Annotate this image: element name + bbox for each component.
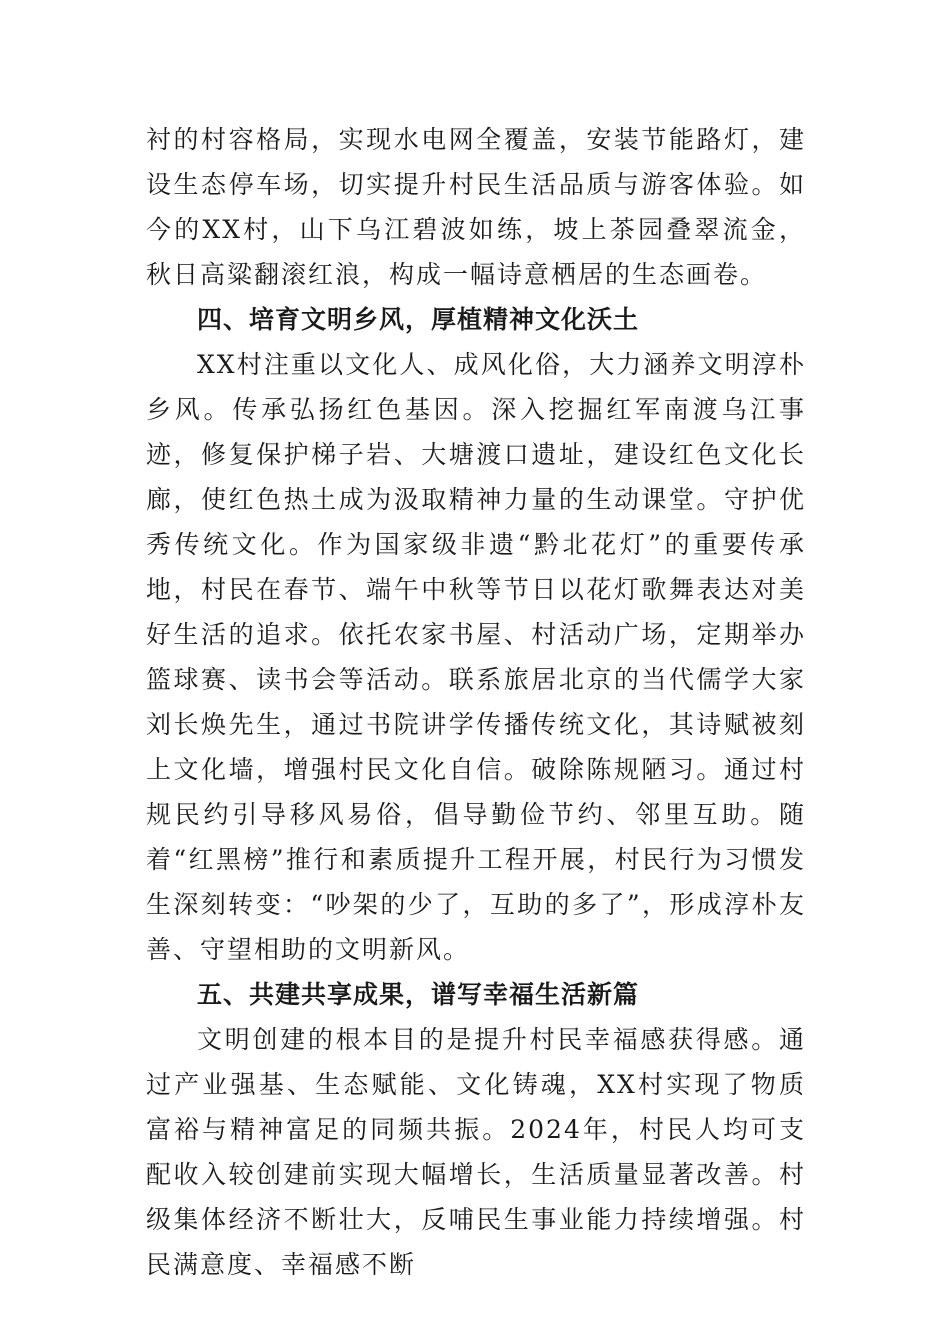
- section-5-paragraph: 文明创建的根本目的是提升村民幸福感获得感。通过产业强基、生态赋能、文化铸魂，XX村实现了物质富裕与精神富足的同频共振。2024年，村民人均可支配收入较创建前实现大幅增长，生活质量显著改善。村级集体经济不断壮大，反哺民生事业能力持续增强。村民满意度、幸福感不断: [146, 1025, 806, 1279]
- continuation-paragraph: 衬的村容格局，实现水电网全覆盖，安装节能路灯，建设生态停车场，切实提升村民生活品质与游客体验。如今的XX村，山下乌江碧波如练，坡上茶园叠翠流金，秋日高粱翻滚红浪，构成一幅诗意栖居的生态画卷。: [146, 125, 806, 289]
- section-4-paragraph: XX村注重以文化人、成风化俗，大力涵养文明淳朴乡风。传承弘扬红色基因。深入挖掘红军南渡乌江事迹，修复保护梯子岩、大塘渡口遗址，建设红色文化长廊，使红色热土成为汲取精神力量的生动课堂。守护优秀传统文化。作为国家级非遗“黔北花灯”的重要传承地，村民在春节、端午中秋等节日以花灯歌舞表达对美好生活的追求。依托农家书屋、村活动广场，定期举办篮球赛、读书会等活动。联系旅居北京的当代儒学大家刘长焕先生，通过书院讲学传播传统文化，其诗赋被刻上文化墙，增强村民文化自信。破除陈规陋习。通过村规民约引导移风易俗，倡导勤俭节约、邻里互助。随着“红黑榜”推行和素质提升工程开展，村民行为习惯发生深刻转变：“吵架的少了，互助的多了”，形成淳朴友善、守望相助的文明新风。: [146, 350, 806, 964]
- section-5-heading: 五、共建共享成果，谱写幸福生活新篇: [197, 980, 640, 1009]
- section-4-heading: 四、培育文明乡风，厚植精神文化沃土: [197, 305, 640, 334]
- document-page: [146, 117, 806, 1287]
